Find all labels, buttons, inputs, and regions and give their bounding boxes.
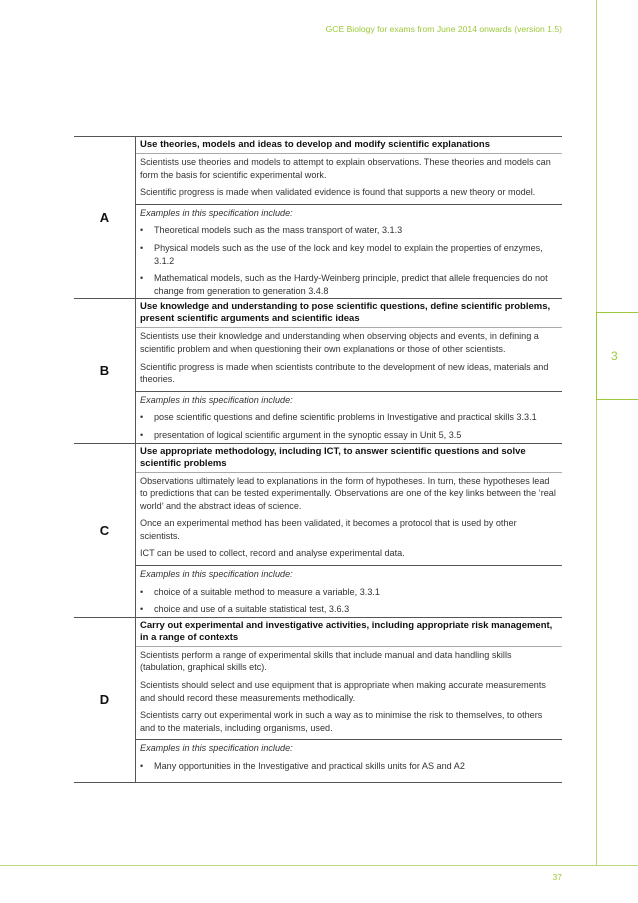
example-bullet <box>140 586 558 599</box>
example-bullet <box>140 224 558 237</box>
examples-label: Examples in this specification include: <box>140 207 293 218</box>
example-text: presentation of logical scientific argument in the synoptic essay in Unit 5, 3.5 <box>154 429 462 440</box>
bullet-dot-icon: • <box>140 761 144 771</box>
example-bullet <box>140 760 558 773</box>
row-title: Use theories, models and ideas to develop and modify scientific explanations <box>136 137 562 154</box>
row-title: Use knowledge and understanding to pose scientific questions, define scientific problems, present scientific arguments and scientific ideas <box>136 299 562 328</box>
row-content <box>136 299 562 442</box>
bullet-dot-icon: • <box>140 412 144 423</box>
row-examples <box>136 740 562 781</box>
description-paragraph: Scientific progress is made when scientists contribute to the development of new ideas, materials and theories. <box>140 361 549 385</box>
row-content <box>136 444 562 617</box>
description-paragraph: Scientists carry out experimental work in such a way as to minimise the risk to themselves, to others and to the materials, including organisms, used. <box>140 710 543 733</box>
row-letter: D <box>74 618 136 782</box>
description-paragraph: Once an experimental method has been validated, it becomes a protocol that is used by other scientists. <box>140 518 517 541</box>
row-content <box>136 137 562 298</box>
row-examples <box>136 392 562 443</box>
description-paragraph: Scientists perform a range of experimental skills that include manual and data handling skills (tabulation, graphical skills etc). <box>140 649 512 673</box>
example-text: pose scientific questions and define scientific problems in Investigative and practical skills 3.3.1 <box>154 412 537 423</box>
example-bullet <box>140 272 558 297</box>
example-text: Theoretical models such as the mass transport of water, 3.1.3 <box>154 225 403 236</box>
example-bullet <box>140 429 558 442</box>
row-examples <box>136 205 562 299</box>
example-text: Physical models such as the use of the lock and key model to explain the properties of enzymes, 3.1.2 <box>154 242 543 266</box>
description-paragraph: Observations ultimately lead to explanations in the form of hypotheses. In turn, these hypotheses lead to predictions that can be tested experimentally. Observations are one of the key links between the ‘real world’ and the abstract ideas of science. <box>140 475 556 511</box>
row-title: Use appropriate methodology, including ICT, to answer scientific questions and solve scientific problems <box>136 444 562 473</box>
section-tab-label: 3 <box>611 349 618 363</box>
row-content <box>136 618 562 782</box>
section-tab <box>596 312 638 400</box>
bullet-dot-icon: • <box>140 273 144 284</box>
side-rule-bottom <box>596 400 597 866</box>
table-row-c <box>74 444 562 618</box>
footer-rule <box>0 865 638 866</box>
bullet-dot-icon: • <box>140 429 144 440</box>
running-header: GCE Biology for exams from June 2014 onwards (version 1.5) <box>325 24 562 34</box>
row-letter: C <box>74 444 136 617</box>
description-paragraph: Scientists use theories and models to attempt to explain observations. These theories and models can form the basis for scientific experimental work. <box>140 157 551 180</box>
row-letter: A <box>74 137 136 298</box>
bullet-dot-icon: • <box>140 225 144 236</box>
bullet-dot-icon: • <box>140 604 144 615</box>
examples-label: Examples in this specification include: <box>140 394 293 405</box>
bullet-dot-icon: • <box>140 242 144 253</box>
description-paragraph: ICT can be used to collect, record and analyse experimental data. <box>140 548 405 559</box>
example-text: choice of a suitable method to measure a variable, 3.3.1 <box>154 586 380 597</box>
row-description <box>136 473 562 567</box>
row-letter: B <box>74 299 136 442</box>
side-rule-top <box>596 0 597 312</box>
example-text: Mathematical models, such as the Hardy-Weinberg principle, predict that allele frequencies do not change from generation to generation 3.4.8 <box>154 273 548 296</box>
description-paragraph: Scientists should select and use equipment that is appropriate when making accurate measurements and should record these measurements methodically. <box>140 680 546 703</box>
example-bullet <box>140 242 558 267</box>
example-text: Many opportunities in the Investigative and practical skills units for AS and A2 <box>154 761 465 771</box>
example-bullet <box>140 603 558 616</box>
description-paragraph: Scientific progress is made when validated evidence is found that supports a new theory or model. <box>140 187 536 198</box>
example-bullet <box>140 411 558 424</box>
table-row-d <box>74 618 562 783</box>
examples-label: Examples in this specification include: <box>140 569 293 580</box>
table-row-b <box>74 299 562 443</box>
examples-label: Examples in this specification include: <box>140 743 293 754</box>
example-text: choice and use of a suitable statistical test, 3.6.3 <box>154 604 350 615</box>
page-number: 37 <box>552 872 562 882</box>
row-description <box>136 328 562 391</box>
table-row-a <box>74 136 562 299</box>
row-description <box>136 647 562 741</box>
skills-table <box>74 136 562 783</box>
row-examples <box>136 566 562 617</box>
row-description <box>136 154 562 205</box>
description-paragraph: Scientists use their knowledge and understanding when observing objects and events, in defining a scientific problem and when questioning their own explanations or those of other scientists. <box>140 331 539 354</box>
row-title: Carry out experimental and investigative activities, including appropriate risk management, in a range of contexts <box>136 618 562 647</box>
bullet-dot-icon: • <box>140 586 144 597</box>
